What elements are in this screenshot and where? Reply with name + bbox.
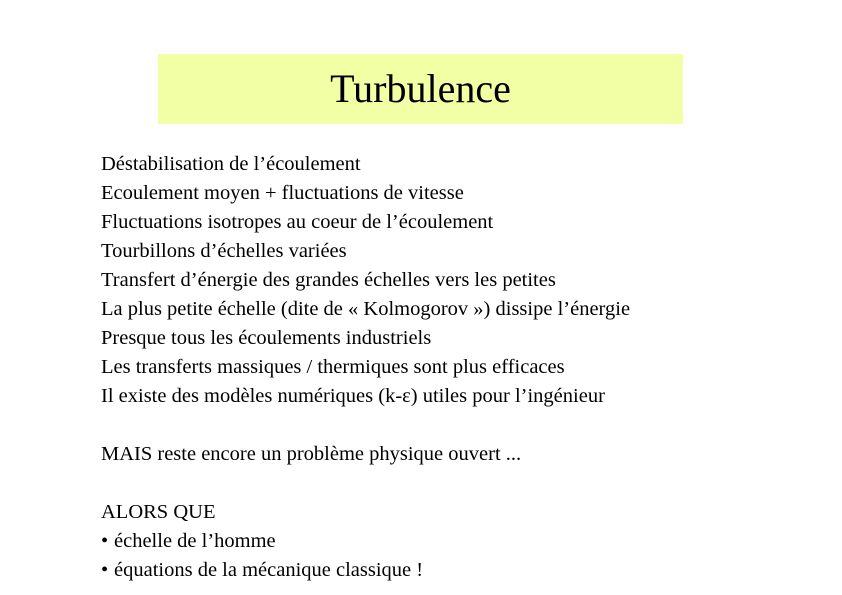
alors-item xyxy=(101,527,801,556)
slide-title: Turbulence xyxy=(330,66,511,111)
point-line: Fluctuations isotropes au coeur de l’écoulement xyxy=(101,211,494,233)
point-line: Il existe des modèles numériques (k-ε) utiles pour l’ingénieur xyxy=(101,385,605,407)
spacer xyxy=(101,411,801,440)
point-line: Ecoulement moyen + fluctuations de vitesse xyxy=(101,182,464,204)
mais-line: MAIS reste encore un problème physique ouvert ... xyxy=(101,443,522,465)
alors-item-text: échelle de l’homme xyxy=(114,530,276,552)
alors-heading: ALORS QUE xyxy=(101,501,216,523)
point-line: Presque tous les écoulements industriels xyxy=(101,327,432,349)
point-line: Tourbillons d’échelles variées xyxy=(101,240,347,262)
alors-item-text: équations de la mécanique classique ! xyxy=(114,559,424,581)
point-line: Transfert d’énergie des grandes échelles vers les petites xyxy=(101,269,556,291)
title-banner xyxy=(158,54,683,124)
spacer xyxy=(101,469,801,498)
point-line: Déstabilisation de l’écoulement xyxy=(101,153,361,175)
slide-body xyxy=(101,150,801,585)
bullet-icon: • xyxy=(101,559,109,581)
point-line: La plus petite échelle (dite de « Kolmogorov ») dissipe l’énergie xyxy=(101,298,631,320)
alors-item xyxy=(101,556,801,585)
point-line: Les transferts massiques / thermiques sont plus efficaces xyxy=(101,356,565,378)
bullet-icon: • xyxy=(101,530,109,552)
